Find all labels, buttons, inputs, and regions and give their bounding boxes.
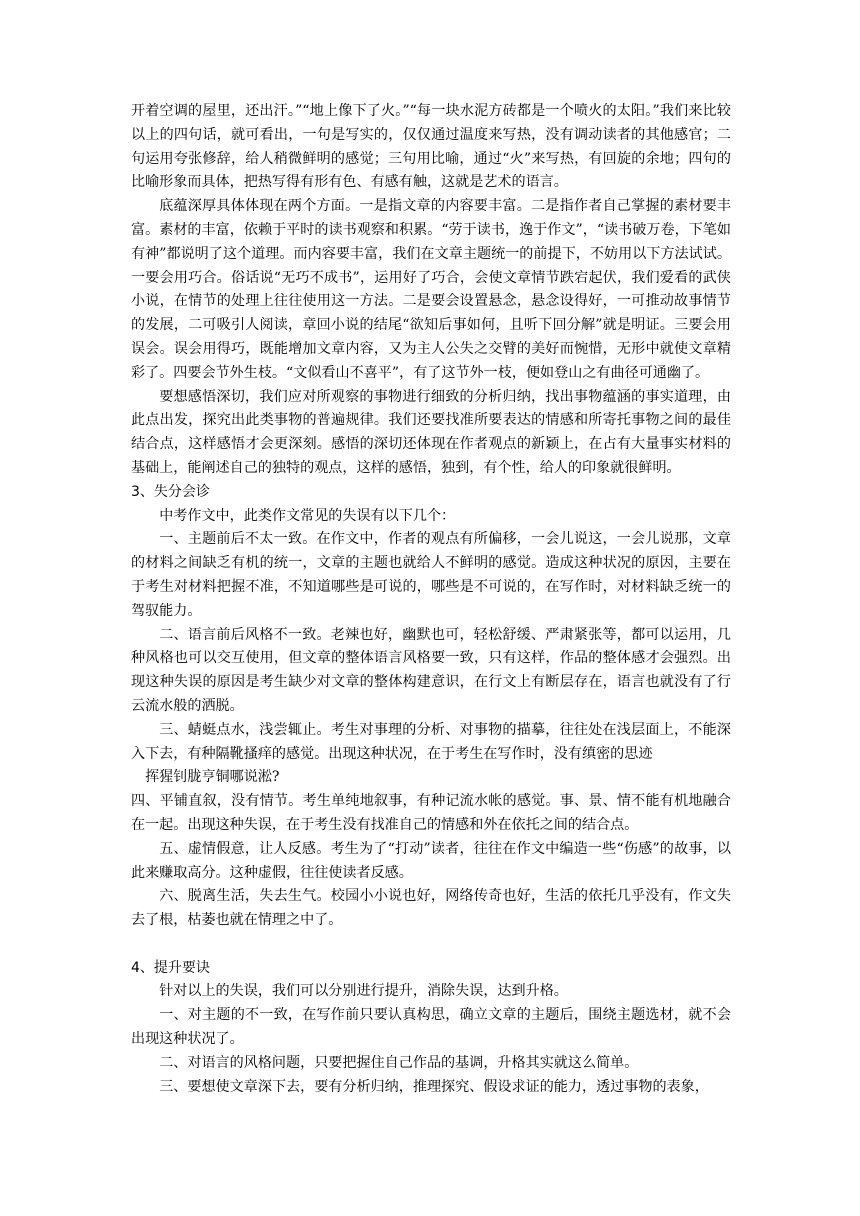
garbled-line: 挥猩钊胧亨铜哪说淞? xyxy=(145,769,280,786)
body-paragraph: 底蕴深厚具体体现在两个方面。一是指文章的内容要丰富。二是指作者自己掌握的素材要丰富。素材的丰富，依赖于平时的读书观察和积累。“劳于读书，逸于作文”，“读书破万卷，下笔如有神”都说明了这个道理。而内容要丰富，我们在文章主题统一的前提下，不妨用以下方法试试。一要会用巧合。俗话说“无巧不成书”，运用好了巧合，会使文章情节跌宕起伏，我们爱看的武侠小说，在情节的处理上往往使用这一方法。二是要会设置悬念，悬念设得好，一可推动故事情节的发展，二可吸引人阅读，章回小说的结尾“欲知后事如何，且听下回分解”就是明证。三要会用误会。误会用得巧，既能增加文章内容，又为主人公失之交臂的美好而惋惜，无形中就使文章精彩了。四要会节外生枝。“文似看山不喜平”，有了这节外一枝，便如登山之有曲径可通幽了。 xyxy=(131,198,731,381)
body-paragraph: 开着空调的屋里，还出汗。”“地上像下了火。”“每一块水泥方砖都是一个喷火的太阳。”我们来比较以上的四句话，就可看出，一句是写实的，仅仅通过温度来写热，没有调动读者的其他感官；二句运用夸张修辞，给人稍微鲜明的感觉；三句用比喻，通过“火”来写热，有回旋的余地；四句的比喻形象而具体，把热写得有形有色、有感有触，这就是艺术的语言。 xyxy=(131,103,731,191)
body-paragraph: 要想感悟深切，我们应对所观察的事物进行细致的分析归纳，找出事物蕴涵的事实道理，由此点出发，探究出此类事物的普遍规律。我们还要找准所要表达的情感和所寄托事物之间的最佳结合点，这样感悟才会更深刻。感悟的深切还体现在作者观点的新颖上，在占有大量事实材料的基础上，能阐述自己的独特的观点，这样的感悟，独到，有个性，给人的印象就很鲜明。 xyxy=(131,388,731,476)
section-intro: 针对以上的失误，我们可以分别进行提升，消除失误，达到升格。 xyxy=(159,983,568,1000)
list-item: 三、要想使文章深下去，要有分析归纳，推理探究、假设求证的能力，透过事物的表象， xyxy=(159,1078,709,1095)
section-heading: 4、提升要诀 xyxy=(131,959,210,976)
section-intro: 中考作文中，此类作文常见的失误有以下几个： xyxy=(159,507,456,524)
list-item: 六、脱离生活，失去生气。校园小小说也好，网络传奇也好，生活的依托几乎没有，作文失去了根，枯萎也就在情理之中了。 xyxy=(131,888,731,929)
list-item: 一、对主题的不一致，在写作前只要认真构思，确立文章的主题后，围绕主题选材，就不会出现这种状况了。 xyxy=(131,1007,731,1048)
list-item: 三、蜻蜓点水，浅尝辄止。考生对事理的分析、对事物的描摹，往往处在浅层面上，不能深入下去，有种隔靴搔痒的感觉。出现这种状况，在于考生在写作时，没有缜密的思迹 xyxy=(131,721,731,762)
document-body xyxy=(131,100,731,1099)
list-item: 四、平铺直叙，没有情节。考生单纯地叙事，有种记流水帐的感觉。事、景、情不能有机地融合在一起。出现这种失误，在于考生没有找准自己的情感和外在依托之间的结合点。 xyxy=(131,793,731,833)
list-item: 二、语言前后风格不一致。老辣也好，幽默也可，轻松舒缓、严肃紧张等，都可以运用，几种风格也可以交互使用，但文章的整体语言风格要一致，只有这样，作品的整体感才会强烈。出现这种失误的原因是考生缺少对文章的整体构建意识，在行文上有断层存在，语言也就没有了行云流水般的洒脱。 xyxy=(131,626,731,714)
blank-line xyxy=(131,933,731,957)
section-heading: 3、失分会诊 xyxy=(131,483,210,500)
list-item: 一、主题前后不太一致。在作文中，作者的观点有所偏移，一会儿说这，一会儿说那，文章的材料之间缺乏有机的统一，文章的主题也就给人不鲜明的感觉。造成这种状况的原因，主要在于考生对材料把握不准，不知道哪些是可说的，哪些是不可说的，在写作时，对材料缺乏统一的驾驭能力。 xyxy=(131,531,731,619)
list-item: 五、虚情假意，让人反感。考生为了“打动”读者，往往在作文中编造一些“伤感”的故事，以此来赚取高分。这种虚假，往往使读者反感。 xyxy=(131,840,731,881)
list-item: 二、对语言的风格问题，只要把握住自己作品的基调，升格其实就这么简单。 xyxy=(159,1054,639,1071)
